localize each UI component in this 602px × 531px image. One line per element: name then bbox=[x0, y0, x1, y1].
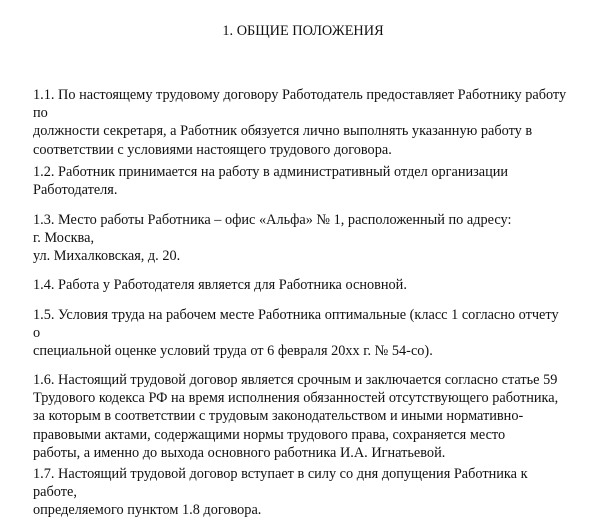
text-line: ул. Михалковская, д. 20. bbox=[33, 248, 181, 265]
text-line: 1.4. Работа у Работодателя является для Работника основной. bbox=[33, 277, 407, 293]
text-line: работе, bbox=[33, 484, 77, 501]
section-title: 1. ОБЩИЕ ПОЛОЖЕНИЯ bbox=[222, 23, 384, 39]
text-line: специальной оценке условий труда от 6 февраля 20хх г. № 54-со). bbox=[33, 343, 433, 360]
text-line: 1.7. Настоящий трудовой договор вступает в силу со дня допущения Работника к bbox=[33, 466, 528, 482]
text-line: Трудового кодекса РФ на время исполнения обязанностей отсутствующего работника, bbox=[33, 390, 559, 407]
text-line: за которым в соответствии с трудовым законодательством и иными нормативно- bbox=[33, 408, 524, 425]
clause-1-5 bbox=[33, 306, 559, 361]
text-line: 1.2. Работник принимается на работу в административный отдел организации bbox=[33, 164, 509, 180]
text-line: 1.5. Условия труда на рабочем месте Работника оптимальные (класс 1 согласно отчету bbox=[33, 307, 559, 323]
text-line: должности секретаря, а Работник обязуется лично выполнять указанную работу в bbox=[33, 123, 533, 140]
text-line: правовыми актами, содержащими нормы трудового права, сохраняется место bbox=[33, 426, 506, 443]
clause-1-6 bbox=[33, 371, 558, 462]
text-line: Работодателя. bbox=[33, 182, 118, 199]
clause-1-3 bbox=[33, 211, 511, 266]
clause-1-2 bbox=[33, 163, 508, 199]
text-line: 1.3. Место работы Работника – офис «Альфа» № 1, расположенный по адресу: bbox=[33, 212, 512, 228]
text-line: определяемого пунктом 1.8 договора. bbox=[33, 502, 262, 519]
text-line: по bbox=[33, 105, 48, 122]
clause-1-1 bbox=[33, 86, 566, 159]
text-line: работы, а именно до выхода основного работника И.А. Игнатьевой. bbox=[33, 444, 446, 461]
text-line: 1.1. По настоящему трудовому договору Работодатель предоставляет Работнику работу bbox=[33, 87, 567, 103]
text-line: о bbox=[33, 325, 41, 342]
text-line: соответствии с условиями настоящего трудового договора. bbox=[33, 141, 392, 158]
text-line: г. Москва, bbox=[33, 230, 95, 247]
clause-1-4 bbox=[33, 276, 407, 294]
clause-1-7 bbox=[33, 465, 528, 520]
text-line: 1.6. Настоящий трудовой договор является срочным и заключается согласно статье 59 bbox=[33, 372, 558, 388]
